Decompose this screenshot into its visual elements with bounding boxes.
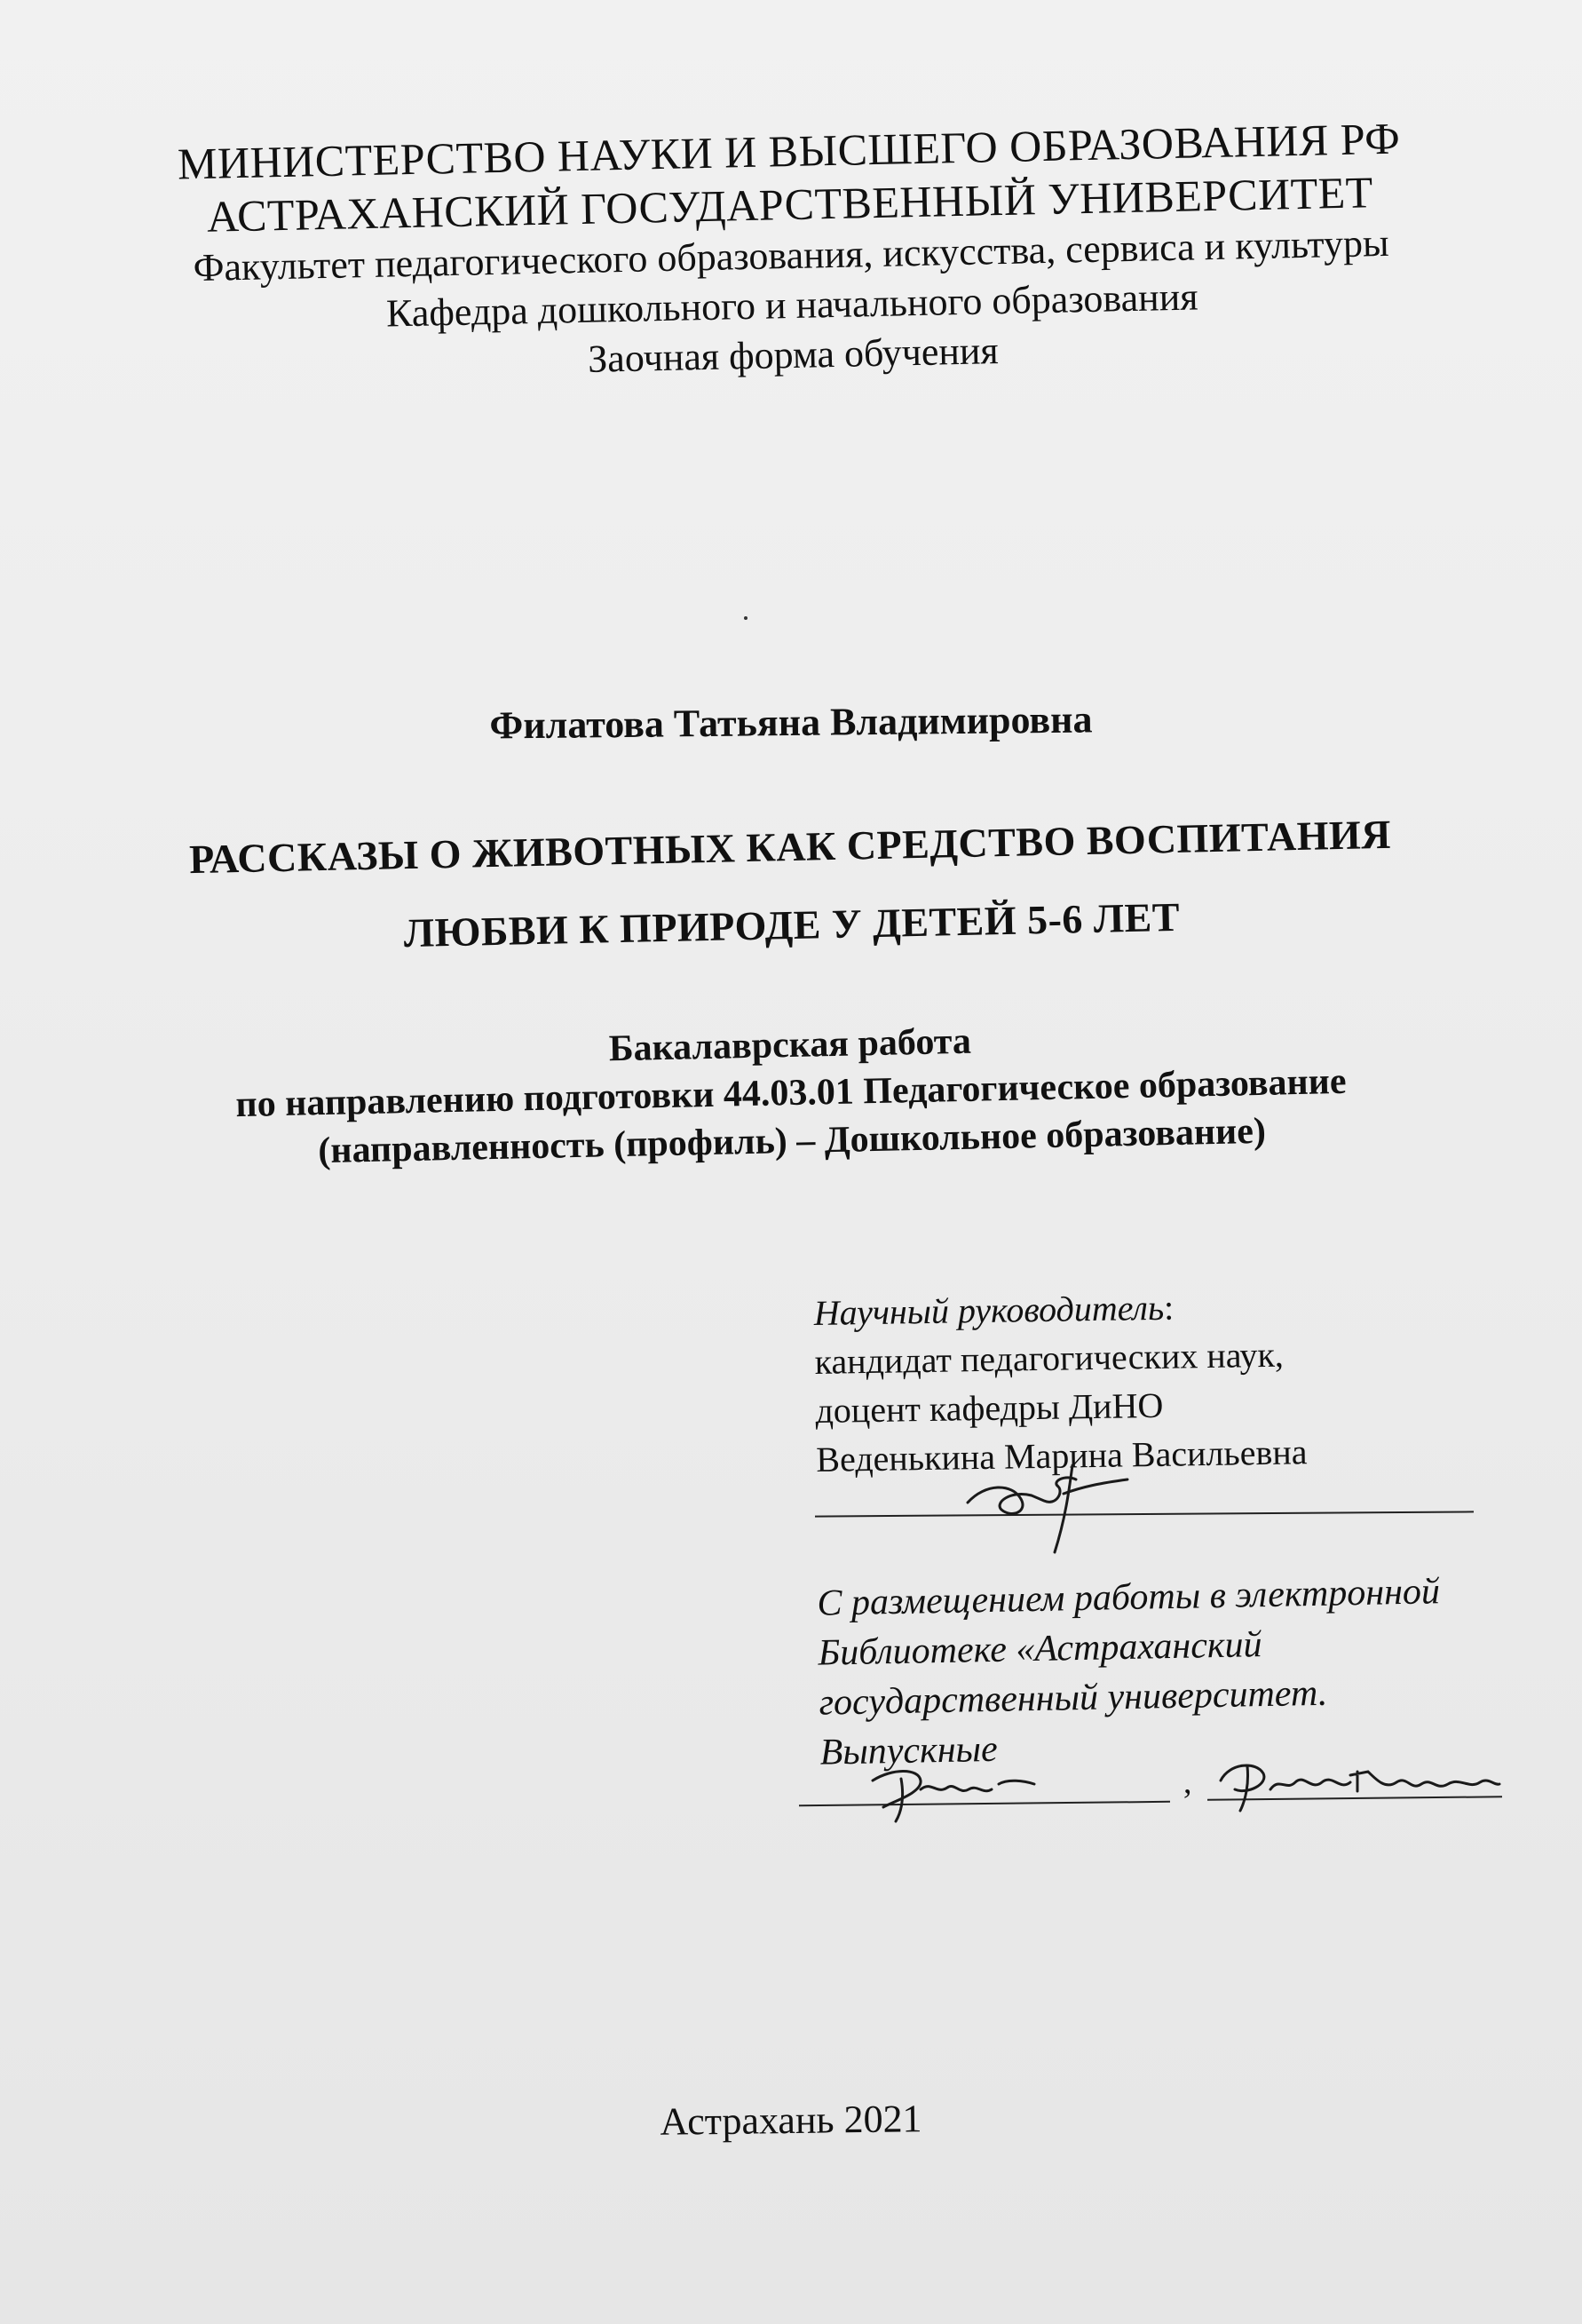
supervisor-degree: кандидат педагогических наук,: [814, 1334, 1285, 1382]
supervisor-role-colon: :: [1163, 1287, 1175, 1328]
supervisor-position: доцент кафедры ДиНО: [815, 1384, 1164, 1431]
supervisor-signature: [959, 1448, 1136, 1554]
ministry-line: МИНИСТЕРСТВО НАУКИ И ВЫСШЕГО ОБРАЗОВАНИЯ РФ: [177, 113, 1401, 189]
work-direction: по направлению подготовки 44.03.01 Педагогическое образование: [234, 1060, 1347, 1126]
work-profile: (направленность (профиль) – Дошкольное образование): [317, 1110, 1267, 1172]
scan-speck: [744, 616, 747, 620]
supervisor-role: Научный руководитель: [813, 1287, 1165, 1333]
thesis-title: [176, 796, 1405, 978]
thesis-title-line-2: ЛЮБВИ К ПРИРОДЕ У ДЕТЕЙ 5-6 ЛЕТ: [403, 893, 1181, 956]
thesis-title-line-1: РАССКАЗЫ О ЖИВОТНЫХ КАК СРЕДСТВО ВОСПИТАНИЯ: [188, 811, 1392, 883]
graduate-signature: [866, 1754, 1043, 1825]
consent-line-4: Выпускные: [819, 1728, 999, 1773]
supervisor-signature-line: [815, 1511, 1474, 1517]
signature-separator: ,: [1183, 1764, 1192, 1801]
supervisor-name: Веденькина Марина Васильевна: [815, 1432, 1308, 1479]
department-line: Кафедра дошкольного и начального образования: [385, 274, 1198, 336]
faculty-line: Факультет педагогического образования, искусства, сервиса и культуры: [193, 220, 1390, 290]
graduate-handwritten-name: [1212, 1745, 1505, 1816]
supervisor-block: [813, 1278, 1491, 1484]
university-line: АСТРАХАНСКИЙ ГОСУДАРСТВЕННЫЙ УНИВЕРСИТЕТ: [206, 167, 1374, 242]
consent-line-1: С размещением работы в электронной: [817, 1571, 1441, 1624]
city-year: Астрахань 2021: [660, 2097, 922, 2144]
consent-line-3: государственный университет.: [819, 1672, 1328, 1724]
study-form-line: Заочная форма обучения: [587, 329, 1000, 381]
work-type: Бакалаврская работа: [608, 1020, 972, 1070]
consent-line-2: Библиотеке «Астраханский: [818, 1624, 1262, 1674]
author-name: Филатова Татьяна Владимировна: [489, 697, 1093, 748]
header-block: [175, 112, 1407, 393]
work-description: [176, 1009, 1405, 1178]
